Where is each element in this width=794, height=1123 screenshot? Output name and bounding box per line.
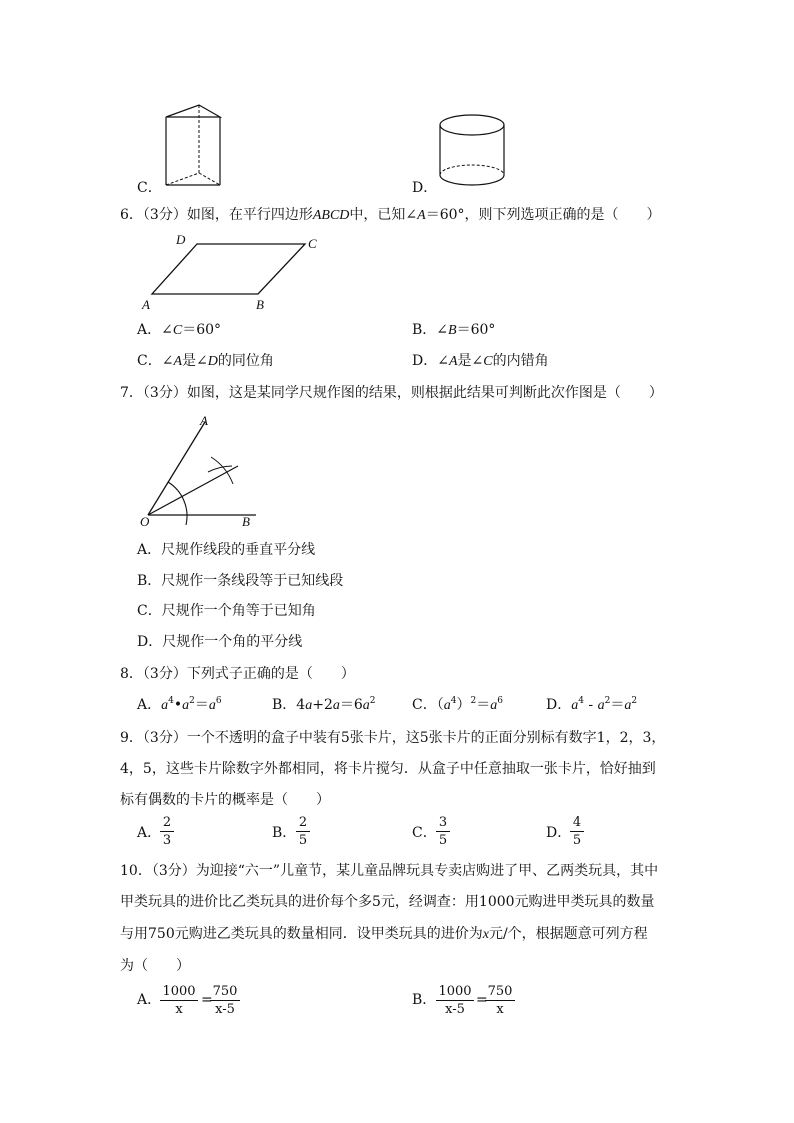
angle-bisector-figure [138, 412, 268, 530]
math-var: a [208, 698, 216, 713]
stem-text: 如图，这是某同学尺规作图的结果，则根据此结果可判断此次作图是（ ） [186, 385, 663, 401]
q10-option-b-label: B． [412, 992, 437, 1008]
exponent: 2 [470, 696, 477, 706]
exponent: 6 [215, 696, 222, 706]
exponent: 6 [497, 696, 503, 706]
denominator: 5 [438, 833, 448, 848]
numerator: 3 [438, 815, 448, 830]
q9-option-c-label: C． [412, 825, 437, 841]
math-var: a [597, 698, 605, 713]
question-score: （3分） [151, 863, 196, 879]
exponent: 2 [631, 696, 638, 706]
math-var: a [571, 698, 579, 713]
numerator: 750 [212, 984, 238, 999]
option-label: A． [137, 697, 162, 713]
question-9-line-3: 标有偶数的卡片的概率是（ ） [120, 792, 330, 808]
angle-symbol: ∠ [161, 322, 173, 338]
label-d: D [176, 232, 186, 247]
q7-option-d: D．尺规作一个角的平分线 [137, 634, 303, 650]
angle-var: A [173, 354, 183, 369]
exponent: 4 [168, 696, 174, 706]
question-10-line-4: 为（ ） [120, 958, 190, 974]
q8-option-c [412, 696, 503, 715]
denominator: 5 [298, 833, 308, 848]
math-var: a [490, 698, 498, 713]
question-number: 6． [120, 207, 143, 223]
paren: ） [456, 697, 471, 713]
q8-option-d [546, 696, 637, 715]
question-10-line-1 [120, 862, 658, 880]
math-var: a [332, 698, 340, 713]
q7-option-a: A．尺规作线段的垂直平分线 [137, 542, 316, 558]
cylinder-figure [438, 112, 508, 192]
angle-var: A [448, 354, 458, 369]
numerator: 2 [298, 815, 308, 830]
math-var: a [443, 698, 451, 713]
denominator: 5 [572, 833, 582, 848]
q6-option-d [412, 352, 549, 371]
question-9-line-1 [120, 729, 665, 747]
option-text: ＝60° [456, 322, 496, 338]
option-text: 的同位角 [217, 353, 274, 369]
question-number: 8． [120, 666, 143, 682]
option-label: C． [412, 697, 437, 713]
angle-symbol: ∠ [437, 353, 449, 369]
math-op: - [583, 697, 598, 713]
label-o: O [140, 514, 150, 529]
stem-text: 如图，在平行四边形 [186, 207, 313, 223]
question-9-line-2: 4，5，这些卡片除数字外都相同，将卡片搅匀．从盒子中任意抽取一张卡片，恰好抽到 [120, 761, 656, 777]
q6-option-a [137, 321, 221, 340]
q9-option-a-fraction [160, 815, 174, 848]
stem-text: 元/个，根据题意可列方程 [488, 926, 648, 942]
question-score: （3分） [142, 666, 187, 682]
stem-text: 一个不透明的盒子中装有5张卡片，这5张卡片的正面分别标有数字1，2，3， [186, 730, 666, 746]
exponent: 2 [369, 696, 376, 706]
option-text: 是∠ [182, 353, 208, 369]
q7-option-b: B．尺规作一条线段等于已知线段 [137, 573, 344, 589]
question-6-stem [120, 206, 661, 225]
question-number: 10． [120, 863, 152, 879]
stem-text: 中，已知∠ [349, 207, 418, 223]
numerator: 4 [572, 815, 582, 830]
denominator: 3 [162, 833, 172, 848]
exponent: 2 [604, 696, 611, 706]
q8-option-a [137, 696, 222, 715]
math-var: a [305, 698, 313, 713]
denominator: x [175, 1002, 183, 1017]
q6-option-b [412, 321, 495, 340]
numerator: 1000 [438, 984, 472, 999]
numerator: 2 [162, 815, 172, 830]
math-op: • [173, 697, 183, 713]
question-number: 9． [120, 730, 143, 746]
angle-symbol: ∠ [436, 322, 449, 338]
option-d-label: D． [412, 180, 438, 196]
option-c-label: C． [137, 180, 162, 196]
denominator: x-5 [215, 1002, 235, 1017]
math-num: +2 [312, 697, 333, 713]
triangular-prism-figure [160, 100, 230, 192]
math-var: x [482, 927, 489, 942]
q8-option-b [272, 696, 376, 715]
option-text: 是∠ [457, 353, 484, 369]
question-number: 7． [120, 385, 143, 401]
math-num: ＝6 [339, 697, 363, 713]
label-a: A [142, 297, 150, 312]
q9-option-b-label: B． [272, 825, 297, 841]
q9-option-b-fraction [296, 815, 310, 848]
q10-option-a-right-fraction [210, 984, 240, 1017]
exponent: 4 [450, 696, 457, 706]
angle-var: A [417, 208, 426, 223]
numerator: 1000 [162, 984, 196, 999]
math-num: 4 [296, 697, 306, 713]
q10-option-a-equals: = [201, 992, 213, 1008]
q9-option-d-fraction [570, 815, 584, 848]
q9-option-c-fraction [436, 815, 450, 848]
math-var: a [624, 698, 632, 713]
option-label: D． [546, 697, 572, 713]
q10-option-b-equals: = [476, 992, 488, 1008]
paren: （ [436, 697, 444, 713]
option-label: B． [272, 697, 297, 713]
angle-var: B [448, 323, 457, 338]
angle-symbol: ∠ [161, 353, 174, 369]
label-b: B [242, 514, 250, 529]
math-op: ＝ [194, 697, 209, 713]
q6-option-c [137, 352, 274, 371]
math-var: a [182, 698, 190, 713]
math-var: a [362, 698, 370, 713]
question-score: （3分） [142, 385, 187, 401]
question-score: （3分） [142, 730, 187, 746]
option-text: 的内错角 [492, 353, 549, 369]
question-10-line-2: 甲类玩具的进价比乙类玩具的进价每个多5元，经调查：用1000元购进甲类玩具的数量 [120, 894, 655, 910]
label-b: B [256, 297, 264, 312]
option-label: B． [412, 322, 437, 338]
angle-var: C [172, 323, 183, 338]
option-label: C． [137, 353, 162, 369]
q10-option-b-left-fraction [436, 984, 474, 1017]
denominator: x [496, 1002, 504, 1017]
question-8-stem [120, 665, 355, 683]
option-label: D． [412, 353, 438, 369]
exponent: 4 [578, 696, 584, 706]
denominator: x-5 [445, 1002, 465, 1017]
stem-text: 下列式子正确的是（ ） [186, 666, 355, 682]
stem-text: ＝60°，则下列选项正确的是（ ） [425, 207, 661, 223]
question-10-line-3 [120, 925, 648, 944]
q9-option-d-label: D． [546, 825, 572, 841]
option-text: ＝60° [182, 322, 222, 338]
q9-option-a-label: A． [137, 825, 162, 841]
angle-var: D [207, 354, 218, 369]
numerator: 750 [487, 984, 513, 999]
question-7-stem [120, 384, 663, 402]
exponent: 2 [189, 696, 195, 706]
question-score: （3分） [142, 207, 187, 223]
stem-text: 与用750元购进乙类玩具的数量相同．设甲类玩具的进价为 [120, 926, 483, 942]
stem-text: 为迎接“六一”儿童节，某儿童品牌玩具专卖店购进了甲、乙两类玩具，其中 [195, 863, 659, 879]
q10-option-a-left-fraction [160, 984, 198, 1017]
label-c: C [308, 236, 317, 251]
math-op: ＝ [610, 697, 625, 713]
q7-option-c: C．尺规作一个角等于已知角 [137, 603, 316, 619]
option-label: A． [137, 322, 162, 338]
shape-name: ABCD [312, 208, 350, 223]
q10-option-a-label: A． [137, 992, 162, 1008]
q10-option-b-right-fraction [485, 984, 515, 1017]
label-a: A [200, 413, 208, 428]
math-op: ＝ [476, 697, 491, 713]
angle-var: C [483, 354, 493, 369]
parallelogram-figure [140, 230, 330, 315]
math-var: a [161, 698, 169, 713]
